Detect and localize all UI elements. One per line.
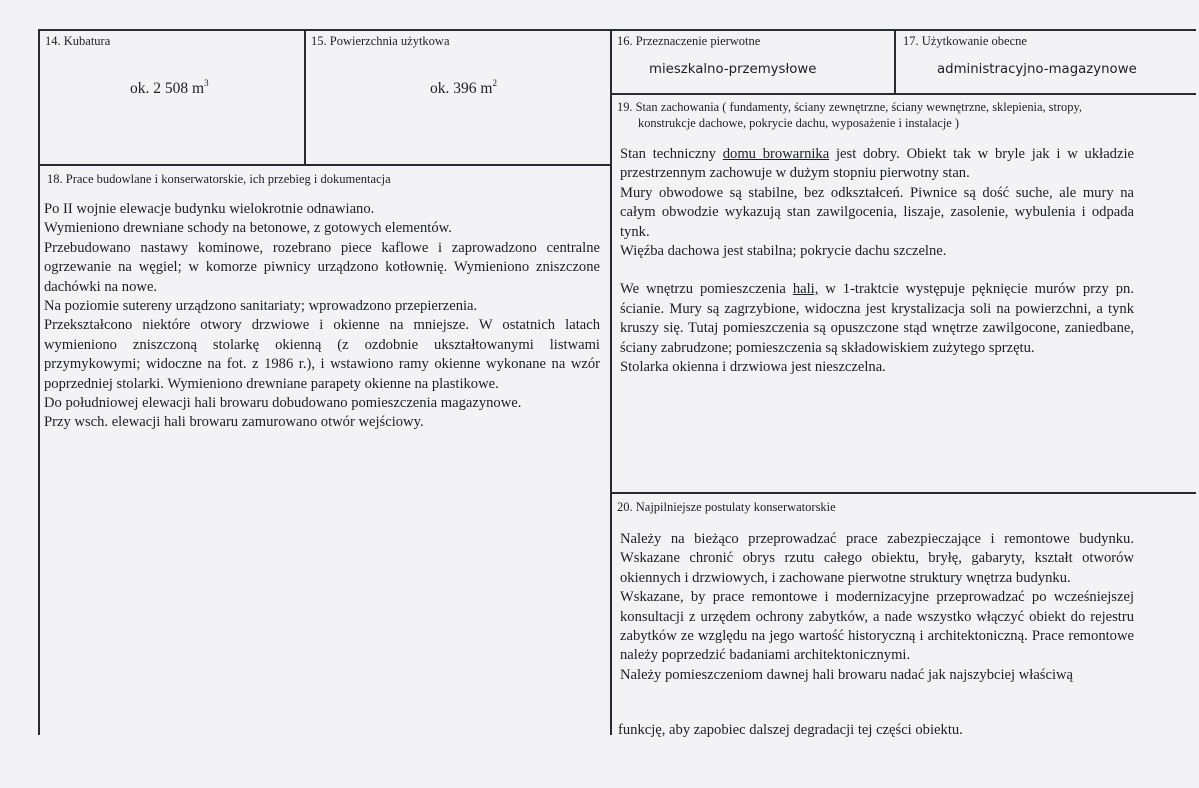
kubatura-label: 14. Kubatura (45, 34, 111, 48)
powierzchnia-value: ok. 396 $m^2$ (430, 78, 497, 97)
postulaty-paragraph: Należy na bieżąco przeprowadzać prace zabezpieczające i remontowe budynku. Wskazane chronić obrys rzutu całego obiektu, bryłę, gabaryty, kształt otworów okiennych i drzwiowych, i zachowane pierwotne struktury wnętrza budynku. (620, 531, 1134, 586)
uzytkowanie-label: 17. Użytkowanie obecne (903, 34, 1027, 48)
postulaty-cut-line: funkcję, aby zapobiec dalszej degradacji tej części obiektu. (618, 722, 963, 738)
prace-text (44, 200, 600, 433)
link-domu-browarnika: domu browarnika (722, 146, 830, 162)
prace-paragraph: Wymieniono drewniane schody na betonowe, z gotowych elementów. (44, 220, 452, 237)
prace-paragraph: Do południowej elewacji hali browaru dobudowano pomieszczenia magazynowe. (44, 395, 522, 412)
postulaty-text (620, 530, 1134, 685)
przeznaczenie-label: 16. Przeznaczenie pierwotne (617, 34, 761, 48)
top-border (38, 29, 1196, 31)
przeznaczenie-value: mieszkalno-przemysłowe (649, 62, 817, 77)
postulaty-label: 20. Najpilniejsze postulaty konserwatorskie (617, 500, 836, 514)
divider-14-15 (304, 29, 306, 165)
powierzchnia-label: 15. Powierzchnia użytkowa (311, 34, 450, 48)
link-hali: hali, (792, 281, 819, 298)
left-border (38, 29, 40, 735)
stan-paragraph-1: Stan techniczny domu browarnika jest dobry. Obiekt tak w bryle jak i w układzie przestrzennym zachowuje w dużym stopniu pierwotny stan. (620, 146, 1134, 182)
prace-paragraph: Na poziomie sutereny urządzono sanitariaty; wprowadzono przepierzenia. (44, 298, 478, 315)
prace-paragraph: Po II wojnie elewacje budynku wielokrotnie odnawiano. (44, 201, 375, 217)
center-divider (610, 29, 612, 735)
stan-label-line1: 19. Stan zachowania ( fundamenty, ściany zewnętrzne, ściany wewnętrzne, sklepienia, stropy, (617, 100, 1082, 114)
uzytkowanie-value: administracyjno-magazynowe (937, 62, 1137, 77)
prace-paragraph: Przebudowano nastawy kominowe, rozebrano piece kaflowe i zaprowadzono centralne ogrzewanie na węgiel; w komorze piwnicy urządzono kotłownię. Wymieniono zniszczone dachówki na nowe. (44, 239, 600, 295)
hline-right-mid (610, 492, 1196, 494)
stan-paragraph-5: Stolarka okienna i drzwiowa jest nieszczelna. (620, 359, 886, 376)
stan-paragraph-3: Więźba dachowa jest stabilna; pokrycie dachu szczelne. (620, 243, 947, 260)
stan-label-line2: konstrukcje dachowe, pokrycie dachu, wyposażenie i instalacje ) (638, 116, 960, 130)
stan-paragraph-2: Mury obwodowe są stabilne, bez odkształceń. Piwnice są dość suche, ale mury na całym obwodzie wykazują stan zawilgocenia, liszaje, zasolenie, wybulenia i odpada tynk. (620, 184, 1134, 240)
prace-label: 18. Prace budowlane i konserwatorskie, ich przebieg i dokumentacja (47, 172, 391, 186)
divider-16-17 (894, 29, 896, 94)
hline-left (38, 164, 612, 166)
stan-paragraph-4: We wnętrzu pomieszczenia hali, w 1-traktcie występuje pęknięcie murów przy pn. ścianie. Mury są zagrzybione, widoczna jest krystalizacja soli na powierzchni, a tynk kruszy się. Tutaj pomieszczenia są opuszczone stąd wnętrze zawilgocone, zaniedbane, ściany zabrudzone; pomieszczenia są składowiskiem zużytego sprzętu. (620, 281, 1134, 356)
postulaty-paragraph: Wskazane, by prace remontowe i modernizacyjne przeprowadzać po wcześniejszej konsultacji z urzędem ochrony zabytków, a nade wszystko włączyć obiekt do rejestru zabytków ze względu na jego wartość historyczną i architektoniczną. Prace remontowe należy poprzedzić badaniami architektonicznymi. (620, 589, 1134, 664)
hline-right-top (610, 93, 1196, 95)
prace-paragraph: Przekształcono niektóre otwory drzwiowe i okienne na mniejsze. W ostatnich latach wymieniono zniszczoną stolarkę okienną (z ozdobnie ukształtowanymi listwami przymykowymi; widoczne na fot. z 1986 r.), i wstawiono ramy okienne wykonane na wzór poprzedniej stolarki. Wymieniono drewniane parapety okienne na plastikowe. (44, 317, 600, 392)
stan-text (620, 145, 1134, 377)
kubatura-value: ok. 2 508 $m^3$ (130, 78, 209, 97)
postulaty-paragraph: Należy pomieszczeniom dawnej hali browaru nadać jak najszybciej właściwą (620, 666, 1074, 683)
prace-paragraph: Przy wsch. elewacji hali browaru zamurowano otwór wejściowy. (44, 414, 424, 431)
